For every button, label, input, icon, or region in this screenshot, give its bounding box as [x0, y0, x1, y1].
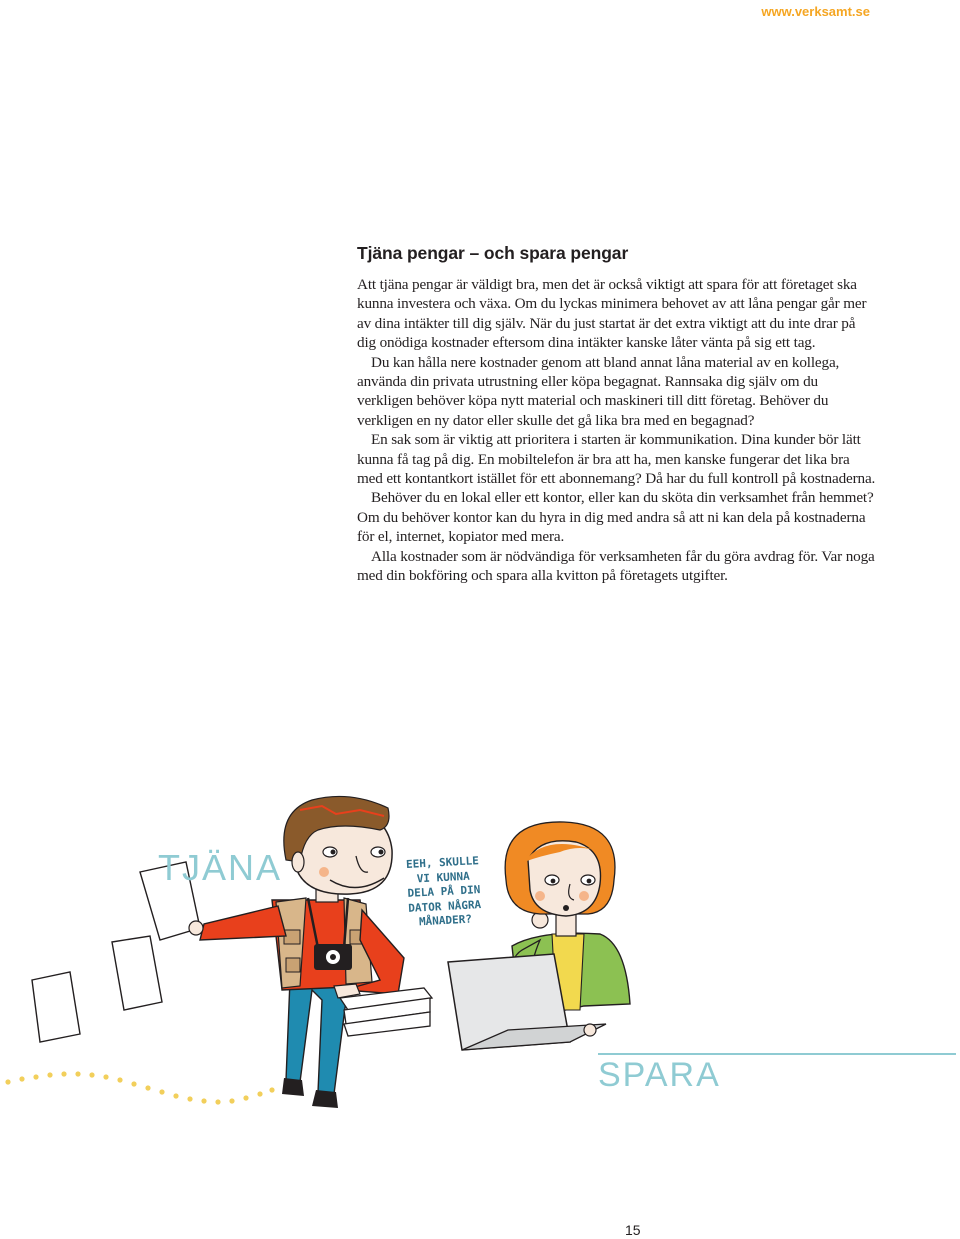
article-paragraph: En sak som är viktig att prioritera i starten är kommunikation. Dina kunder bör lätt kunna få tag på dig. En mobiltelefon är bra att ha, men kanske fungerar det lika bra med ett kontantkort istället för ett abonnemang? Då har du full kontroll på kostnaderna.	[357, 431, 876, 488]
article-paragraph: Behöver du en lokal eller ett kontor, eller kan du sköta din verksamhet från hemmet? Om du behöver kontor kan du hyra in dig med andra så att ni kan dela på kostnaderna för el, internet, kopiator med mera.	[357, 489, 874, 546]
speech-line: EEH, SKULLE	[405, 854, 480, 871]
earn-label: TJÄNA	[158, 847, 283, 888]
site-url-link[interactable]: www.verksamt.se	[761, 4, 870, 19]
speech-line: DELA PÅ DIN	[407, 883, 481, 900]
speech-line: DATOR NÅGRA	[407, 897, 482, 915]
article	[357, 243, 877, 586]
article-paragraph: Att tjäna pengar är väldigt bra, men det är också viktigt att spara för att företaget ska kunna investera och växa. Om du lyckas minimera behovet av att låna pengar går mer av dina intäkter till dig själv. När du just startat är det extra viktigt att du inte drar på dig onödiga kostnader eftersom dina intäkter kanske låter vänta på sig ett tag.	[357, 276, 867, 352]
page-number: 15	[625, 1222, 641, 1238]
article-paragraph: Du kan hålla nere kostnader genom att bland annat låna material av en kollega, använda din privata utrustning eller köpa begagnat. Rannsaka dig själv om du verkligen behöver köpa nytt material och maskineri till ditt företag. Behöver du verkligen en ny dator eller skulle det gå lika bra med en begagnad?	[357, 353, 840, 429]
dotted-trail	[5, 1071, 274, 1104]
save-label: SPARA	[598, 1056, 721, 1094]
speech-line: MÅNADER?	[418, 912, 473, 929]
article-paragraph: Alla kostnader som är nödvändiga för verksamheten får du göra avdrag för. Var noga med din bokföring och spara alla kvitton på företagets utgifter.	[357, 547, 875, 585]
man-figure	[189, 796, 404, 1108]
flying-paper	[32, 862, 200, 1042]
speech-bubble	[396, 854, 492, 931]
illustration	[0, 790, 960, 1120]
speech-line: VI KUNNA	[416, 869, 470, 885]
article-title: Tjäna pengar – och spara pengar	[357, 243, 629, 263]
